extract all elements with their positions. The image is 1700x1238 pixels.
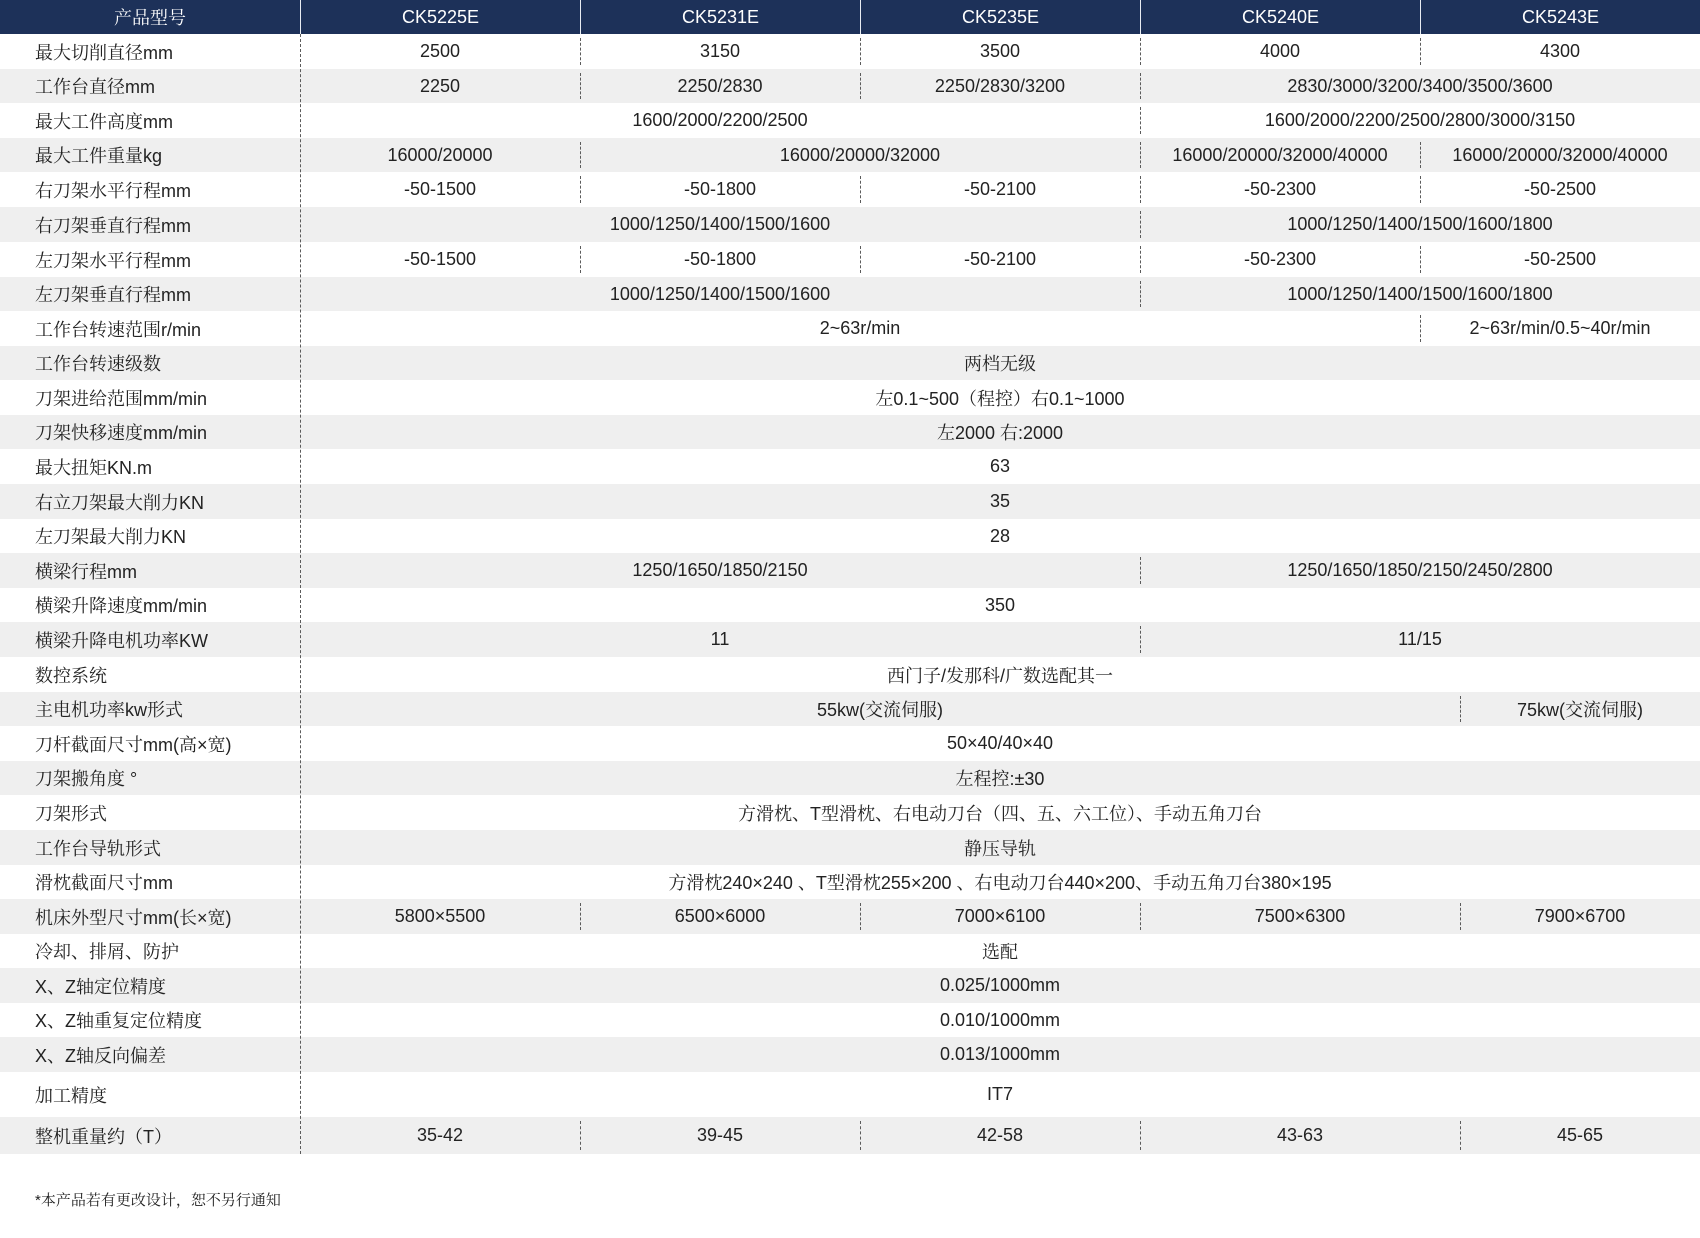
column-divider bbox=[580, 176, 581, 203]
spec-value: 50×40/40×40 bbox=[946, 733, 1054, 753]
spec-value: -50-2100 bbox=[963, 179, 1037, 199]
spec-value: -50-1500 bbox=[403, 179, 477, 199]
row-label: 刀架进给范围mm/min bbox=[35, 388, 207, 409]
row-label: 横梁升降速度mm/min bbox=[35, 596, 207, 616]
row-label: X、Z轴反向偏差 bbox=[35, 1045, 167, 1066]
spec-value: 7000×6100 bbox=[954, 906, 1046, 926]
spec-value: 45-65 bbox=[1556, 1125, 1604, 1145]
spec-value: 0.025/1000mm bbox=[939, 975, 1061, 995]
column-divider bbox=[1140, 176, 1141, 203]
model-header-ck5240e: CK5240E bbox=[1140, 0, 1420, 34]
spec-value: 2830/3000/3200/3400/3500/3600 bbox=[1287, 75, 1553, 96]
spec-value: -50-1800 bbox=[683, 249, 757, 269]
spec-value: 1000/1250/1400/1500/1600/1800 bbox=[1287, 283, 1553, 304]
row-label: 右刀架水平行程mm bbox=[35, 180, 191, 201]
column-divider bbox=[1140, 1121, 1141, 1150]
column-divider bbox=[860, 903, 861, 930]
header-label-cell: 产品型号 bbox=[0, 0, 300, 34]
column-divider bbox=[860, 176, 861, 203]
column-divider bbox=[860, 1121, 861, 1150]
spec-value: IT7 bbox=[986, 1084, 1013, 1104]
row-label: 刀杆截面尺寸mm(高×宽) bbox=[35, 734, 232, 755]
spec-value: 4000 bbox=[1259, 41, 1301, 61]
column-divider bbox=[1140, 626, 1141, 653]
spec-value: 0.013/1000mm bbox=[939, 1044, 1061, 1064]
row-label: 左刀架垂直行程mm bbox=[35, 285, 191, 305]
spec-value: 16000/20000 bbox=[387, 144, 493, 165]
row-label: 最大工件重量kg bbox=[35, 146, 163, 166]
model-header-ck5231e: CK5231E bbox=[580, 0, 860, 34]
row-label: 横梁行程mm bbox=[35, 561, 137, 582]
column-divider bbox=[1420, 176, 1421, 203]
model-header-ck5225e: CK5225E bbox=[300, 0, 580, 34]
column-divider bbox=[1460, 903, 1461, 930]
spec-value: 16000/20000/32000/40000 bbox=[1452, 144, 1668, 165]
row-label: 工作台导轨形式 bbox=[35, 838, 161, 859]
spec-value: 1000/1250/1400/1500/1600 bbox=[609, 214, 831, 234]
spec-value: 1600/2000/2200/2500 bbox=[632, 110, 808, 130]
column-divider bbox=[1420, 142, 1421, 168]
row-label: 工作台转速级数 bbox=[35, 354, 161, 374]
row-label: 最大切削直径mm bbox=[35, 42, 173, 63]
spec-value: -50-2500 bbox=[1523, 179, 1597, 199]
column-divider bbox=[580, 142, 581, 168]
spec-value: 11/15 bbox=[1398, 629, 1442, 649]
spec-value: 5800×5500 bbox=[394, 906, 486, 926]
column-divider bbox=[1140, 73, 1141, 99]
row-label: 滑枕截面尺寸mm bbox=[35, 873, 173, 893]
spec-value: 1250/1650/1850/2150 bbox=[632, 560, 808, 580]
spec-value: 63 bbox=[989, 456, 1011, 476]
spec-value: 350 bbox=[984, 594, 1016, 615]
spec-value: 2500 bbox=[419, 41, 461, 61]
spec-value: 1250/1650/1850/2150/2450/2800 bbox=[1287, 560, 1553, 580]
spec-value: -50-2500 bbox=[1523, 249, 1597, 269]
spec-value: 7900×6700 bbox=[1534, 906, 1626, 926]
spec-value: 75kw(交流伺服) bbox=[1516, 700, 1643, 720]
spec-value: 西门子/发那科/广数选配其一 bbox=[886, 665, 1113, 686]
spec-value: -50-2300 bbox=[1243, 179, 1317, 199]
spec-value: -50-1500 bbox=[403, 249, 477, 269]
spec-value: 方滑枕240×240 、T型滑枕255×200 、右电动刀台440×200、手动五角刀台380×195 bbox=[668, 873, 1332, 893]
row-label: 工作台直径mm bbox=[35, 77, 155, 97]
footnote: *本产品若有更改设计，恕不另行通知 bbox=[35, 1192, 281, 1209]
spec-value: 2250 bbox=[419, 75, 461, 96]
spec-value: 6500×6000 bbox=[674, 906, 766, 926]
spec-value: 28 bbox=[989, 525, 1011, 546]
row-label: 刀架快移速度mm/min bbox=[35, 423, 207, 443]
spec-value: 55kw(交流伺服) bbox=[816, 700, 943, 720]
row-label: X、Z轴定位精度 bbox=[35, 976, 167, 997]
column-divider bbox=[580, 1121, 581, 1150]
row-label: 工作台转速范围r/min bbox=[35, 319, 201, 340]
column-divider bbox=[1140, 281, 1141, 307]
label-column-divider bbox=[300, 34, 301, 1154]
spec-value: -50-2300 bbox=[1243, 249, 1317, 269]
spec-value: 左2000 右:2000 bbox=[936, 423, 1064, 443]
column-divider bbox=[1140, 557, 1141, 584]
row-label: 横梁升降电机功率KW bbox=[35, 630, 208, 651]
spec-value: 1600/2000/2200/2500/2800/3000/3150 bbox=[1264, 110, 1576, 130]
spec-value: 2250/2830 bbox=[677, 75, 763, 96]
row-label: 右立刀架最大削力KN bbox=[35, 492, 205, 513]
spec-value: 42-58 bbox=[976, 1125, 1024, 1145]
spec-value: -50-2100 bbox=[963, 249, 1037, 269]
row-label: X、Z轴重复定位精度 bbox=[35, 1011, 203, 1031]
spec-value: 选配 bbox=[982, 942, 1018, 962]
column-divider bbox=[1420, 38, 1421, 65]
row-label: 机床外型尺寸mm(长×宽) bbox=[35, 907, 232, 928]
spec-value: 静压导轨 bbox=[964, 838, 1036, 859]
column-divider bbox=[1140, 246, 1141, 273]
row-label: 左刀架水平行程mm bbox=[35, 250, 191, 271]
spec-value: 1000/1250/1400/1500/1600/1800 bbox=[1287, 214, 1553, 234]
column-divider bbox=[1140, 107, 1141, 134]
spec-value: 左程控:±30 bbox=[955, 769, 1045, 789]
row-label: 主电机功率kw形式 bbox=[35, 700, 183, 720]
row-label: 右刀架垂直行程mm bbox=[35, 215, 191, 236]
row-label: 冷却、排屑、防护 bbox=[35, 942, 179, 962]
column-divider bbox=[1140, 38, 1141, 65]
spec-value: 11 bbox=[710, 629, 730, 649]
spec-value: 2~63r/min bbox=[819, 318, 901, 338]
row-label: 刀架搬角度 ° bbox=[35, 769, 138, 789]
row-label: 整机重量约（T） bbox=[35, 1126, 172, 1147]
column-divider bbox=[580, 73, 581, 99]
column-divider bbox=[1140, 903, 1141, 930]
column-divider bbox=[1420, 246, 1421, 273]
model-header-ck5235e: CK5235E bbox=[860, 0, 1140, 34]
column-divider bbox=[580, 38, 581, 65]
spec-value: 35 bbox=[989, 491, 1011, 511]
spec-value: 3150 bbox=[699, 41, 741, 61]
spec-value: 4300 bbox=[1539, 41, 1581, 61]
column-divider bbox=[860, 38, 861, 65]
row-label: 最大工件高度mm bbox=[35, 111, 173, 132]
row-label: 数控系统 bbox=[35, 665, 107, 686]
spec-value: 16000/20000/32000 bbox=[779, 144, 941, 165]
column-divider bbox=[1460, 1121, 1461, 1150]
column-divider bbox=[580, 903, 581, 930]
column-divider bbox=[1420, 315, 1421, 342]
column-divider bbox=[860, 73, 861, 99]
spec-value: 43-63 bbox=[1276, 1125, 1324, 1145]
spec-value: 1000/1250/1400/1500/1600 bbox=[609, 283, 831, 304]
column-divider bbox=[1140, 142, 1141, 168]
spec-value: 39-45 bbox=[696, 1125, 744, 1145]
spec-value: 两档无级 bbox=[964, 354, 1036, 374]
row-label: 刀架形式 bbox=[35, 803, 107, 824]
spec-value: 2~63r/min/0.5~40r/min bbox=[1469, 318, 1651, 338]
row-label: 最大扭矩KN.m bbox=[35, 457, 152, 478]
spec-value: 方滑枕、T型滑枕、右电动刀台（四、五、六工位）、手动五角刀台 bbox=[738, 803, 1262, 824]
column-divider bbox=[1460, 696, 1461, 722]
column-divider bbox=[860, 246, 861, 273]
spec-value: 16000/20000/32000/40000 bbox=[1172, 144, 1388, 165]
row-label: 左刀架最大削力KN bbox=[35, 527, 187, 547]
column-divider bbox=[1140, 211, 1141, 238]
spec-value: 2250/2830/3200 bbox=[934, 75, 1066, 96]
spec-value: 7500×6300 bbox=[1254, 906, 1346, 926]
column-divider bbox=[580, 246, 581, 273]
row-label: 加工精度 bbox=[35, 1085, 107, 1106]
spec-value: 3500 bbox=[979, 41, 1021, 61]
spec-value: 35-42 bbox=[416, 1125, 464, 1145]
model-header-ck5243e: CK5243E bbox=[1420, 0, 1700, 34]
spec-value: 0.010/1000mm bbox=[939, 1009, 1061, 1030]
spec-value: 左0.1~500（程控）右0.1~1000 bbox=[875, 388, 1125, 409]
spec-value: -50-1800 bbox=[683, 179, 757, 199]
